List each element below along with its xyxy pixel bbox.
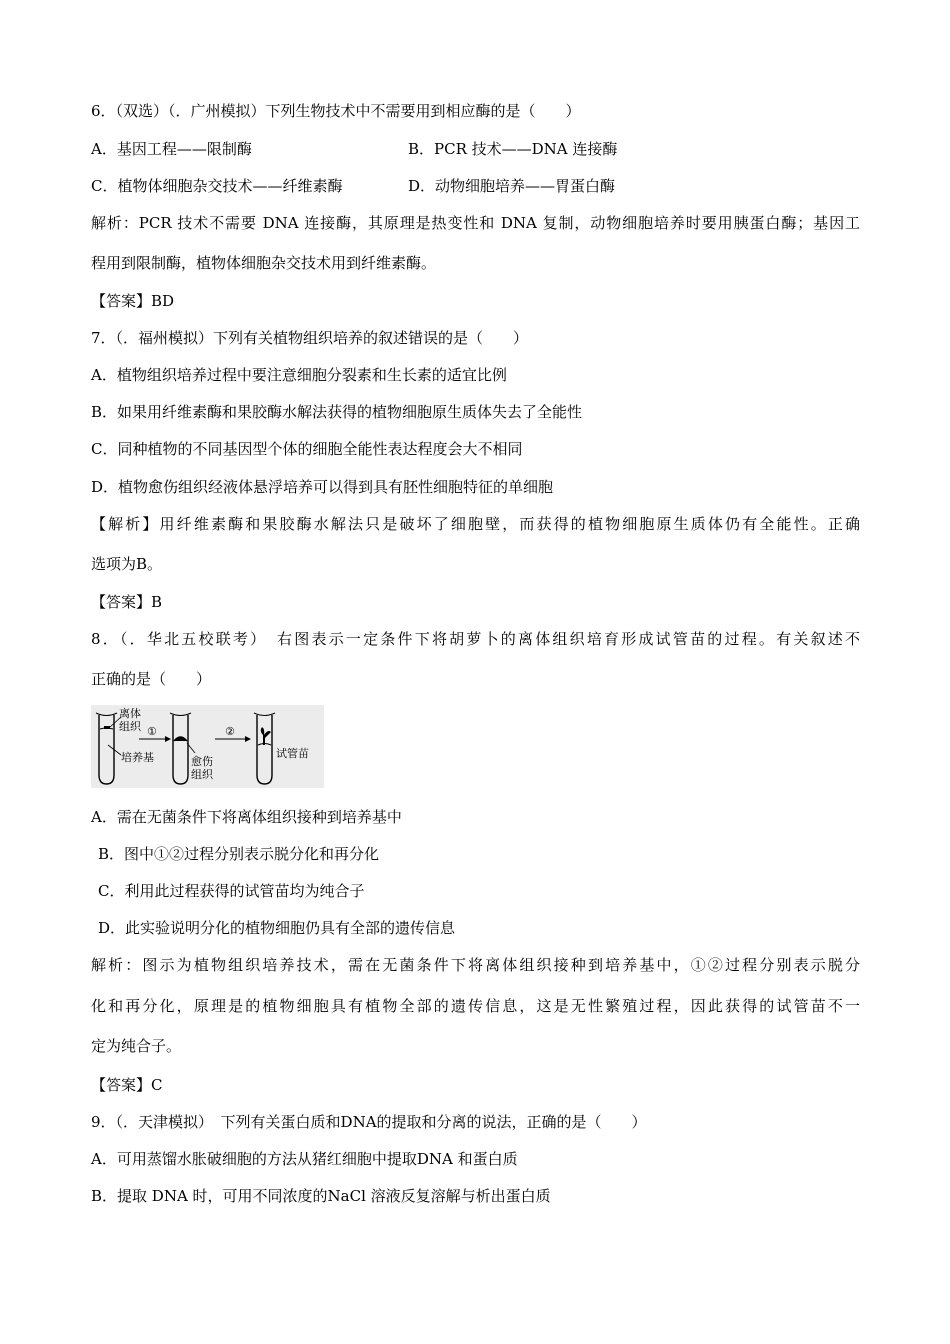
q6-option-c: C．植物体细胞杂交技术——纤维素酶: [91, 177, 343, 195]
label-callus-1: 愈伤: [191, 755, 213, 768]
q7-answer: 【答案】B: [91, 593, 163, 611]
test-tube-3: [257, 715, 272, 784]
label-plantlet: 试管苗: [276, 747, 309, 760]
q9-option-a: A．可用蒸馏水胀破细胞的方法从猪红细胞中提取DNA 和蛋白质: [91, 1150, 518, 1168]
q6-analysis-line-2: 程用到限制酶，植物体细胞杂交技术用到纤维素酶。: [91, 254, 437, 272]
label-tissue-1: 离体: [119, 707, 141, 720]
q7-analysis-line-1: 【解析】用纤维素酶和果胶酶水解法只是破坏了细胞壁，而获得的植物细胞原生质体仍有全能性。正确: [91, 515, 860, 533]
q9-option-b: B．提取 DNA 时，可用不同浓度的NaCl 溶液反复溶解与析出蛋白质: [91, 1187, 551, 1205]
tissue-culture-figure: [91, 705, 324, 788]
label-callus-2: 组织: [191, 768, 213, 781]
arrow-step-2-head: [245, 736, 251, 742]
explant-tissue: [104, 726, 110, 729]
q6-analysis-line-1: 解析：PCR 技术不需要 DNA 连接酶，其原理是热变性和 DNA 复制，动物细胞培养时要用胰蛋白酶；基因工: [91, 214, 860, 232]
q7-option-c: C．同种植物的不同基因型个体的细胞全能性表达程度会大不相同: [91, 440, 523, 458]
q7-option-b: B．如果用纤维素酶和果胶酶水解法获得的植物细胞原生质体失去了全能性: [91, 403, 583, 421]
q8-stem-line-1: 8．（．华北五校联考） 右图表示一定条件下将胡萝卜的离体组织培育形成试管苗的过程。有关叙述不: [91, 630, 860, 648]
q7-option-a: A．植物组织培养过程中要注意细胞分裂素和生长素的适宜比例: [91, 366, 507, 384]
q8-stem-line-2: 正确的是（ ）: [91, 670, 212, 688]
label-step-1: ①: [147, 725, 157, 738]
q8-option-b: B．图中①②过程分别表示脱分化和再分化: [98, 845, 380, 863]
label-tissue-2: 组织: [119, 720, 141, 733]
q8-option-d: D．此实验说明分化的植物细胞仍具有全部的遗传信息: [98, 919, 456, 937]
plantlet: [261, 727, 271, 745]
q7-analysis-line-2: 选项为B。: [91, 555, 163, 573]
label-step-2: ②: [225, 725, 235, 738]
callus-mass: [174, 737, 187, 741]
q6-option-a: A．基因工程——限制酶: [91, 140, 252, 158]
q7-stem: 7．（．福州模拟）下列有关植物组织培养的叙述错误的是（ ）: [91, 329, 529, 347]
q9-stem: 9．（．天津模拟） 下列有关蛋白质和DNA的提取和分离的说法，正确的是（ ）: [91, 1113, 647, 1131]
q6-stem: 6．（双选）（．广州模拟）下列生物技术中不需要用到相应酶的是（ ）: [91, 102, 581, 120]
q8-answer: 【答案】C: [91, 1076, 163, 1094]
q6-option-b: B．PCR 技术——DNA 连接酶: [408, 140, 618, 158]
test-tube-2: [173, 715, 188, 784]
q8-option-a: A．需在无菌条件下将离体组织接种到培养基中: [91, 808, 402, 826]
arrow-step-1-head: [165, 736, 171, 742]
q7-option-d: D．植物愈伤组织经液体悬浮培养可以得到具有胚性细胞特征的单细胞: [91, 478, 554, 496]
q8-option-c: C．利用此过程获得的试管苗均为纯合子: [98, 882, 365, 900]
label-medium: 培养基: [121, 751, 154, 764]
q6-option-d: D．动物细胞培养——胃蛋白酶: [408, 177, 616, 195]
q8-analysis-line-2: 化和再分化，原理是的植物细胞具有植物全部的遗传信息，这是无性繁殖过程，因此获得的试管苗不一: [91, 997, 860, 1015]
q6-answer: 【答案】BD: [91, 292, 175, 310]
tissue-culture-diagram: [91, 705, 324, 788]
q8-analysis-line-3: 定为纯合子。: [91, 1037, 182, 1055]
q8-analysis-line-1: 解析：图示为植物组织培养技术，需在无菌条件下将离体组织接种到培养基中，①②过程分别表示脱分: [91, 956, 860, 974]
